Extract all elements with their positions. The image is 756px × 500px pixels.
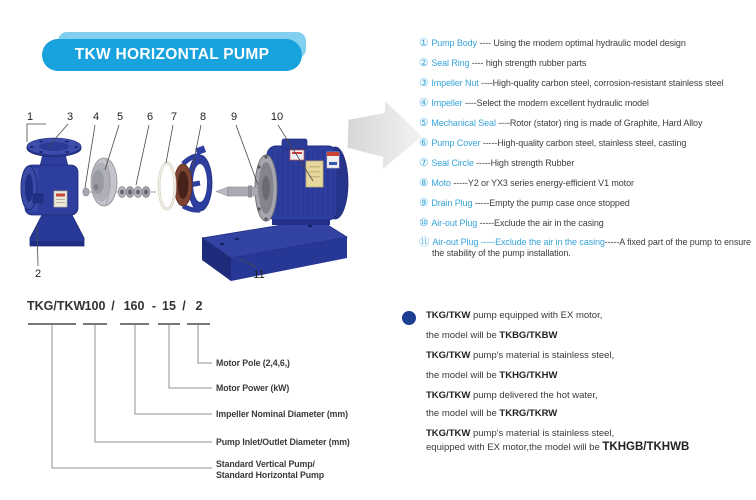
callout-number: 3 xyxy=(66,111,74,123)
callout-number: 9 xyxy=(230,111,238,123)
variant-model-code: TKHG/TKHW xyxy=(499,370,558,381)
model-code-segment: 15 xyxy=(162,299,176,313)
base-plate-illustration xyxy=(202,219,347,281)
variant-model-code: TKG/TKW xyxy=(426,390,471,401)
part-description: ---- Using the modern optimal hydraulic model design xyxy=(476,38,686,48)
motor-shaft-illustration xyxy=(216,186,258,198)
callout-number: 5 xyxy=(116,111,124,123)
part-name: Moto xyxy=(431,178,451,188)
variant-line: TKG/TKW pump delivered the hot water, xyxy=(426,390,598,401)
model-code-label: Standard Horizontal Pump xyxy=(216,470,325,480)
callout-number: 1 xyxy=(26,111,34,123)
part-number-badge: ① xyxy=(419,37,429,49)
parts-list xyxy=(419,37,755,266)
impeller-illustration xyxy=(91,158,117,206)
part-description: -----High-quality carbon steel, stainless steel, casting xyxy=(480,138,687,148)
part-description: ----High-quality carbon steel, corrosion-resistant stainless steel xyxy=(478,78,724,88)
variant-line: the model will be TKHG/TKHW xyxy=(426,370,558,381)
variant-line: TKG/TKW pump's material is stainless steel, xyxy=(426,428,615,439)
callout-number: 10 xyxy=(270,111,284,123)
part-list-item xyxy=(419,117,755,129)
part-list-item xyxy=(419,97,755,109)
part-list-item xyxy=(419,217,755,229)
variant-line: equipped with EX motor,the model will be TKHGB/TKHWB xyxy=(426,441,690,453)
model-code-label: Motor Power (kW) xyxy=(216,383,290,393)
part-name: Pump Cover xyxy=(431,138,481,148)
callout-number: 6 xyxy=(146,111,154,123)
part-list-item xyxy=(419,137,755,149)
pump-body-illustration xyxy=(21,138,84,246)
variant-line: the model will be TKRG/TKRW xyxy=(426,408,558,419)
part-list-item xyxy=(419,177,755,189)
variant-model-code: TKG/TKW xyxy=(426,428,471,439)
pump-cover-illustration xyxy=(174,145,212,211)
part-description: -----Empty the pump case once stopped xyxy=(472,198,630,208)
variant-model-code: TKRG/TKRW xyxy=(499,408,558,419)
model-code-segment: 160 xyxy=(123,299,145,313)
model-code-label: Impeller Nominal Diameter (mm) xyxy=(216,409,348,419)
part-name: Air-out Plug -----Exclude the air in the casing xyxy=(432,237,605,247)
model-code-label: Motor Pole (2,4,6,) xyxy=(216,358,290,368)
variant-model-code: TKG/TKW xyxy=(426,310,471,321)
right-arrow-icon xyxy=(347,100,423,171)
part-name: Seal Circle xyxy=(431,158,474,168)
callout-number: 8 xyxy=(199,111,207,123)
part-name: Air-out Plug xyxy=(431,218,478,228)
mechanical-seal-illustration xyxy=(114,187,156,198)
model-code-label: Standard Vertical Pump/ xyxy=(216,459,315,469)
callout-number: 11 xyxy=(253,269,265,281)
callout-number: 7 xyxy=(170,111,178,123)
part-description: -----A fixed part of the pump to ensure the stability of the pump installation. xyxy=(432,237,751,258)
model-code-segment: 2 xyxy=(195,299,203,313)
motor-illustration xyxy=(255,139,348,225)
part-number-badge: ⑥ xyxy=(419,137,429,149)
variant-line: TKG/TKW pump equipped with EX motor, xyxy=(426,310,603,321)
part-list-item xyxy=(419,237,755,258)
callout-number: 4 xyxy=(92,111,100,123)
part-list-item xyxy=(419,157,755,169)
variant-model-code: TKBG/TKBW xyxy=(499,330,558,341)
part-name: Seal Ring xyxy=(431,58,470,68)
page-title: TKW HORIZONTAL PUMP xyxy=(42,39,302,71)
part-description: ----Rotor (stator) ring is made of Graphite, Hard Alloy xyxy=(495,118,703,128)
part-name: Mechanical Seal xyxy=(431,118,496,128)
part-number-badge: ④ xyxy=(419,97,429,109)
part-description: -----Exclude the air in the casing xyxy=(477,218,604,228)
part-name: Impeller xyxy=(431,98,463,108)
variant-model-code: TKG/TKW xyxy=(426,350,471,361)
model-variants-list xyxy=(426,310,751,454)
part-number-badge: ② xyxy=(419,57,429,69)
part-name: Drain Plug xyxy=(431,198,473,208)
model-code-separator: / xyxy=(182,299,186,313)
part-name: Pump Body xyxy=(431,38,477,48)
page-title-banner xyxy=(42,39,302,71)
bullet-icon xyxy=(402,311,416,325)
part-number-badge: ③ xyxy=(419,77,429,89)
variant-line: the model will be TKBG/TKBW xyxy=(426,330,558,341)
model-code-segment: TKG/TKW xyxy=(27,299,86,313)
variant-line: TKG/TKW pump's material is stainless steel, xyxy=(426,350,615,361)
pump-exploded-diagram xyxy=(10,95,430,295)
part-number-badge: ⑪ xyxy=(419,236,430,248)
part-description: ---- high strength rubber parts xyxy=(469,58,587,68)
variant-model-code: TKHGB/TKHWB xyxy=(602,441,690,453)
part-description: -----Y2 or YX3 series energy-efficient V1 motor xyxy=(450,178,634,188)
part-description: ----Select the modern excellent hydraulic model xyxy=(462,98,649,108)
part-number-badge: ⑩ xyxy=(419,217,429,229)
part-number-badge: ⑦ xyxy=(419,157,429,169)
part-list-item xyxy=(419,197,755,209)
model-code-label: Pump Inlet/Outlet Diameter (mm) xyxy=(216,437,350,447)
part-name: Impeller Nut xyxy=(431,78,479,88)
part-number-badge: ⑧ xyxy=(419,177,429,189)
part-description: -----High strength Rubber xyxy=(473,158,575,168)
callout-number: 2 xyxy=(34,268,42,280)
part-number-badge: ⑨ xyxy=(419,197,429,209)
model-code-segment: 100 xyxy=(84,299,106,313)
model-code-separator: - xyxy=(151,299,157,313)
part-list-item xyxy=(419,57,755,69)
part-list-item xyxy=(419,77,755,89)
seal-circle-illustration xyxy=(159,163,175,209)
part-number-badge: ⑤ xyxy=(419,117,429,129)
model-code-separator: / xyxy=(111,299,115,313)
part-list-item xyxy=(419,37,755,49)
